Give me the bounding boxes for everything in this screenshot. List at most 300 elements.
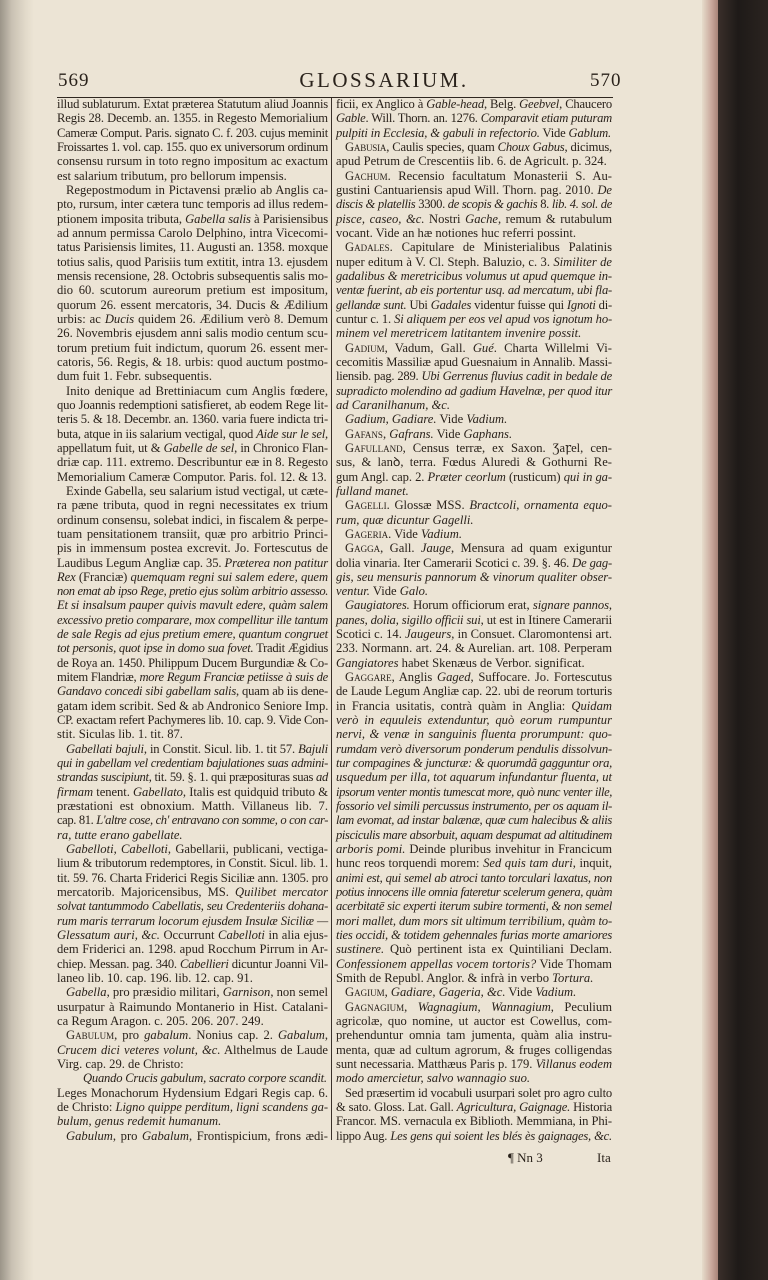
italic-text: ventæ fuerint, ab eis portentur usq. ad mercatum, ubi fla- <box>336 283 612 298</box>
italic-text: animi est, qui semel ab atroci tanto torculari laxatus, non <box>336 870 612 885</box>
roman-text: mitem Flandriæ, <box>57 670 140 685</box>
text-line <box>336 298 612 312</box>
text-line <box>57 785 328 799</box>
roman-text: vocant. Vide an hæ notiones huc referri possint. <box>336 225 576 240</box>
roman-text: dicuntur Joanni Vil- <box>228 956 328 971</box>
roman-text: Occurrunt <box>159 928 219 943</box>
roman-text: Cameræ Comput. Paris. signato C. f. 203. cujus meminit <box>57 125 328 140</box>
roman-text: mercatorib. Majoricensibus, MS. <box>57 885 235 900</box>
text-line <box>57 541 328 555</box>
italic-text: acerbitatē sic experti iterum subire tormenti, & non semel <box>336 899 612 914</box>
roman-text: Nostri <box>424 211 466 226</box>
text-line <box>57 598 328 612</box>
page-curl-shadow <box>0 0 34 1280</box>
roman-text: tenent. <box>93 784 134 799</box>
roman-text: Althelmus de Laude <box>220 1042 329 1057</box>
roman-text: Ubi <box>406 297 431 312</box>
text-line <box>57 326 328 340</box>
roman-text: . Nonius cap. 2. <box>188 1028 278 1043</box>
text-line <box>336 1071 612 1085</box>
text-line <box>336 856 612 870</box>
roman-text: , Frontispicium, frons ædi- <box>188 1128 328 1143</box>
roman-text: , Gabellarii, publicani, vectiga- <box>167 842 328 857</box>
italic-text: arboris pomi. <box>336 842 406 857</box>
text-line <box>336 498 612 512</box>
text-line <box>336 641 612 655</box>
roman-text: usurpatur à Raimundo Montanerio in Hist. Catalani- <box>57 999 328 1014</box>
text-line <box>336 684 612 698</box>
italic-text: Rex <box>57 569 76 584</box>
italic-text: Villanus eodem <box>535 1056 612 1071</box>
text-line <box>336 656 612 670</box>
roman-text: quo Joannis redemptioni satisfieret, ab eodem Rege lit- <box>57 397 328 412</box>
roman-text: , in Consuet. Claromontensi art. <box>451 627 612 642</box>
italic-text: Gabellato <box>133 784 183 799</box>
italic-text: Aide sur le sel, <box>256 426 328 441</box>
italic-text: gis, seu mensuris pannorum & vinorum qualiter obser- <box>336 569 612 584</box>
text-line <box>57 957 328 971</box>
roman-text: lium & tributorum redemptores, in Constit. Sicul. lib. 1. <box>57 856 328 871</box>
italic-text: Præterea non patitur <box>224 555 328 570</box>
text-line <box>336 928 612 942</box>
column-divider <box>331 98 332 1140</box>
italic-text: strandas suscipiunt <box>57 770 149 785</box>
text-line <box>57 670 328 684</box>
italic-text: Gabalum <box>277 1028 325 1043</box>
text-line <box>336 441 612 455</box>
text-line <box>336 226 612 240</box>
headword: Gadium <box>345 340 385 355</box>
italic-text: Gache <box>465 211 498 226</box>
roman-text: , pro <box>114 1028 145 1043</box>
italic-text: Bractcoli, ornamenta equo- <box>469 498 612 513</box>
text-line <box>57 183 328 197</box>
text-line <box>336 957 612 971</box>
text-line <box>57 427 328 441</box>
roman-text: præstationi est obnoxium. Matth. Villaneus lib. 7. <box>57 799 328 814</box>
italic-text: verò in equuleis extenduntur, quò eorum rumpuntur <box>336 713 612 728</box>
italic-text: Comparavit etiam puturam <box>480 111 612 126</box>
roman-text: gustini Cantuariensis apud Will. Thorn. pag. 2010. <box>336 182 598 197</box>
roman-text: quorum 26. essent mercatoris, 34. Ducis & Ædilium <box>57 297 328 312</box>
italic-text: rum, quæ dicuntur Gagelli. <box>336 512 474 527</box>
text-line <box>336 126 612 140</box>
roman-text: cecomitis Massiliæ apud Guesnaium in Annalib. Massi- <box>336 354 612 369</box>
text-line <box>57 398 328 412</box>
text-line <box>336 699 612 713</box>
roman-text: . Glossæ MSS. <box>386 498 470 513</box>
italic-text: Vadium. <box>421 526 462 541</box>
text-line <box>336 556 612 570</box>
text-line <box>336 312 612 326</box>
italic-text: modo amercietur, salvo wannagio suo. <box>336 1071 531 1086</box>
catchword: Ita <box>597 1150 611 1165</box>
roman-text: Froissartes 1. vol. cap. 155. quo ex universorum ordinum <box>57 139 328 154</box>
text-line <box>336 971 612 985</box>
roman-text: , <box>382 426 390 441</box>
text-line <box>57 312 328 326</box>
text-line <box>57 942 328 956</box>
roman-text: videntur fuisse qui <box>471 297 567 312</box>
italic-text: Gaphans. <box>463 426 513 441</box>
italic-text: more Regum Franciæ petiisse à suis de <box>139 670 328 685</box>
roman-text: , Census terræ, ex Saxon. Ʒaꝼel, cen- <box>402 440 612 455</box>
italic-text: ad Caranilhanum, &c. <box>336 397 451 412</box>
text-line <box>336 1114 612 1128</box>
italic-text: Geebvel <box>519 97 560 111</box>
italic-text: tot personis, quot ipse in domo sua fovet. <box>57 641 254 656</box>
roman-text: Vide <box>433 426 464 441</box>
roman-text: buta, atque in iis salarium vectigal, quod <box>57 426 257 441</box>
roman-text: habet Skenæus de Verbor. significat. <box>398 655 585 670</box>
italic-text: Ubi Gerrenus fluvius cadit in bedale de <box>421 369 612 384</box>
text-line <box>336 169 612 183</box>
italic-text: ventur. <box>336 584 370 599</box>
roman-text: ca Regum Aragon. c. 205. 206. 207. 249. <box>57 1014 264 1028</box>
text-line <box>336 527 612 541</box>
italic-text: Tortura. <box>552 971 594 986</box>
italic-text: Wagnagium, Wannagium <box>417 999 551 1014</box>
text-line <box>57 197 328 211</box>
text-line <box>336 1057 612 1071</box>
italic-text: ra, tutte erano gabellate. <box>57 827 183 842</box>
roman-text: , Peculium <box>550 999 613 1014</box>
text-line <box>336 1086 612 1100</box>
text-line <box>336 255 612 269</box>
italic-text: ties occidi, & totidem gehennales furias morte amariores <box>336 928 612 943</box>
italic-text: panes, dolia, sigillo officii sui <box>336 612 481 627</box>
italic-text: Garnison <box>222 985 271 1000</box>
roman-text: menta, quæ ad cultum agrorum, & fruges colligendas <box>336 1042 612 1057</box>
italic-text: Gaged <box>436 670 471 685</box>
page-number-left: 569 <box>58 70 90 91</box>
italic-text: Sed quis tam duri <box>483 856 573 871</box>
roman-text: totius salis, quod Parisiis tum extitit, intra 13. ejusdem <box>57 254 328 269</box>
text-line <box>336 871 612 885</box>
roman-text: dum fuit 1. Febr. subsequentis. <box>57 369 212 384</box>
italic-text: Gadium, Gadiare. <box>345 412 437 427</box>
italic-text: minem vel meretricem latitantem invenire possit. <box>336 326 582 341</box>
text-line <box>57 556 328 570</box>
roman-text: catoris, 56. Regis, & 18. urbis: quod auctum postmo- <box>57 354 328 369</box>
text-line <box>57 1071 328 1085</box>
italic-text: Gafrans. <box>389 426 434 441</box>
roman-text: Exinde Gabella, seu salarium istud vectigal, ut cæte- <box>66 483 328 498</box>
italic-text: Gangiatores <box>336 655 399 670</box>
text-line <box>57 212 328 226</box>
headword: Gageria <box>345 526 389 541</box>
roman-text: Regepostmodum in Pictavensi prælio ab Anglis ca- <box>66 182 328 197</box>
roman-text: , remum & rutabulum <box>497 211 613 226</box>
italic-text: discis & platellis <box>336 197 416 212</box>
text-line <box>57 899 328 913</box>
text-line <box>336 197 612 211</box>
text-line <box>336 398 612 412</box>
text-line <box>336 584 612 598</box>
italic-text: Gué <box>472 340 494 355</box>
italic-text: signare pannos, <box>532 598 612 613</box>
text-line <box>336 914 612 928</box>
roman-text: Horum officiorum erat, <box>409 598 533 613</box>
roman-text: , in Constit. Sicul. lib. 1. tit 57. <box>143 741 299 756</box>
italic-text: Crucem dici veteres volunt, &c. <box>57 1042 221 1057</box>
text-line <box>57 885 328 899</box>
italic-text: Gabalum <box>142 1128 189 1143</box>
text-line <box>57 971 328 985</box>
roman-text: consensu rursum in toto regno impositum ac exactum <box>57 154 328 169</box>
roman-text: dio 60. scutorum aureorum pretium est impositum, <box>57 283 328 298</box>
roman-text: Historia <box>570 1099 612 1114</box>
signature-mark: ¶ Nn 3 <box>508 1150 543 1165</box>
roman-text: tit. 59. 76. Charta Friderici Regis Siciliæ ann. 1305. pro <box>57 870 328 885</box>
italic-text: Choux Gabus <box>497 139 565 154</box>
text-line <box>336 670 612 684</box>
roman-text: urbis: ac <box>57 311 105 326</box>
text-line <box>57 713 328 727</box>
italic-text: Bajuli <box>298 741 328 756</box>
italic-text: Gabella salis <box>185 211 251 226</box>
text-line <box>57 240 328 254</box>
text-line <box>57 799 328 813</box>
roman-text: agricolæ, quo nomine, ut auctor est Cowellus, com- <box>336 1014 612 1028</box>
italic-text: non emat ab ipso Rege, pretio ejus solùm arbitrio assesso. <box>57 584 328 599</box>
text-line <box>57 269 328 283</box>
roman-text: ad annum permissa Carolo Delphino, intra Vicecomi- <box>57 225 328 240</box>
headword: Gabulum <box>66 1028 115 1043</box>
italic-text: Jaugeurs <box>405 627 452 642</box>
roman-text: Tradit Ægidius <box>253 641 329 656</box>
headword: Gadales <box>345 240 390 255</box>
italic-text: Cabelloti <box>218 928 265 943</box>
roman-text: Laudibus Legum Angliæ cap. 35. <box>57 555 225 570</box>
text-line <box>336 154 612 168</box>
italic-text: qui in ga- <box>563 469 612 484</box>
italic-text: Gadiare, Gageria, &c. <box>390 985 506 1000</box>
italic-text: potius innocens ille omnia fateretur scelerum genera, quàm <box>336 885 612 900</box>
italic-text: firmam <box>57 784 94 799</box>
roman-text: 233. Normann. art. 24. & Aurelian. art. 108. Perperam <box>336 641 612 656</box>
italic-text: Gabelloti, Cabelloti <box>66 842 168 857</box>
italic-text: Et si insalsum pauper quivis mavult edere, quàm salem <box>57 598 328 613</box>
text-line <box>336 183 612 197</box>
roman-text: (rusticum) <box>505 469 564 484</box>
italic-text: Gaugiatores. <box>345 598 410 613</box>
text-line <box>57 1043 328 1057</box>
roman-text: torum pretium fuit indictum, quorum 26. essent mer- <box>57 340 328 355</box>
text-line <box>336 111 612 125</box>
text-line <box>336 355 612 369</box>
italic-text: Les gens qui soient les blés ès gaignages, &c. <box>390 1128 612 1143</box>
roman-text: , <box>384 985 391 1000</box>
text-line <box>57 484 328 498</box>
roman-text: , pro præsidio militari, <box>106 985 223 1000</box>
italic-text: fulland manet. <box>336 483 409 498</box>
roman-text: cuntur c. 1. <box>336 311 395 326</box>
roman-text: mensis recensione, 28. Octobris subsequentis salis mo- <box>57 268 328 283</box>
text-line <box>336 598 612 612</box>
italic-text: sustinere. <box>336 942 385 957</box>
roman-text: , Anglis <box>391 670 437 685</box>
roman-text: Leges Monachorum Hydensium Edgari Regis cap. 6. <box>57 1085 328 1100</box>
headword: Gabusia <box>345 139 387 154</box>
italic-text: Gandavo concedi sibi gabellam salis <box>57 684 237 699</box>
roman-text: ra pæne tributa, quod in regni necessitates ex trium <box>57 498 328 513</box>
text-line <box>57 455 328 469</box>
roman-text: , Belg. <box>483 97 520 111</box>
text-line <box>336 369 612 383</box>
text-line <box>57 756 328 770</box>
italic-text: lam evomat, ad instar balænæ, quæ cum halecibus & aliis <box>336 813 612 828</box>
italic-text: Confessionem appellas vocem tortoris? <box>336 956 537 971</box>
italic-text: usquedum per illa, tot aquarum infundantur fluenta, ut <box>336 770 613 785</box>
roman-text: Vide <box>369 584 400 599</box>
roman-text: . Vide <box>388 526 422 541</box>
text-line <box>336 541 612 555</box>
roman-text: Regis 28. Decemb. an. 1355. in Regesto Memorialium <box>57 111 328 126</box>
roman-text: , Caulis species, quam <box>386 139 498 154</box>
text-line <box>57 1000 328 1014</box>
roman-text: cap. 81. <box>57 813 97 828</box>
italic-text: rumdam verò diversorum ponderum pendulis dissolvun- <box>336 741 612 756</box>
roman-text: pis in immensum postea excrevit. Jo. Fortescutus de <box>57 541 328 556</box>
roman-text: , quam ab iis dene- <box>236 684 328 699</box>
roman-text: hunc reos torquendi morem: <box>336 856 484 871</box>
italic-text: qui in gabellam vel credentiam bajulationes suas admini- <box>57 756 328 771</box>
text-line <box>57 770 328 784</box>
text-line <box>336 1043 612 1057</box>
italic-text: excessivo pretio comparare, mox compellitur ille tantum <box>57 612 328 627</box>
roman-text: driæ cap. 111. extremo. Describuntur eæ in 8. Regesto <box>57 455 328 470</box>
italic-text: pulpiti in Ecclesia, & gabuli in refectorio. <box>336 125 540 140</box>
italic-text: ad <box>316 770 328 785</box>
roman-text: liensib. pag. 289. <box>336 369 422 384</box>
text-line <box>336 813 612 827</box>
page-edge <box>702 0 718 1280</box>
text-line <box>57 1114 328 1128</box>
text-line <box>336 785 612 799</box>
text-line <box>336 1129 612 1143</box>
text-line <box>336 570 612 584</box>
roman-text: Vide <box>539 125 569 140</box>
italic-text: quemquam regni sui salem edere, quem <box>130 569 328 584</box>
italic-text: Quando Crucis gabulum, sacrato corpore scandit. <box>83 1071 327 1086</box>
text-line <box>336 326 612 340</box>
roman-text: , Mensura ad quam exiguntur <box>450 541 612 556</box>
italic-text: lib. 4. sol. de <box>551 197 612 212</box>
italic-text: Gabelle de sel <box>163 440 235 455</box>
text-line <box>57 154 328 168</box>
text-line <box>336 427 612 441</box>
text-line <box>336 828 612 842</box>
text-line <box>336 1100 612 1114</box>
text-line <box>57 627 328 641</box>
text-line <box>57 126 328 140</box>
text-line <box>336 470 612 484</box>
roman-text: (Franciæ) <box>75 569 131 584</box>
text-line <box>57 985 328 999</box>
text-line <box>57 570 328 584</box>
roman-text: Francor. MS. vernacula ex Biblioth. Memmiana, in Phi- <box>336 1114 612 1129</box>
headword: Gagelli <box>345 498 387 513</box>
italic-text: ipsorum venter montis tumescat more, quò nunc venter ille, <box>336 784 612 799</box>
roman-text: 26. Novembris ejusdem anni salis modio centum scu- <box>57 326 328 341</box>
roman-text: stit. Siculas lib. 1. tit. 87. <box>57 727 183 742</box>
italic-text: Quilibet mercator <box>234 885 328 900</box>
text-line <box>336 513 612 527</box>
text-line <box>57 914 328 928</box>
roman-text: laneo lib. 10. cap. 196. lib. 12. cap. 91. <box>57 971 253 986</box>
italic-text: Gable <box>336 111 366 126</box>
roman-text: de Christo: <box>57 1099 116 1114</box>
text-line <box>336 283 612 297</box>
roman-text: . Charta Willelmi Vi- <box>493 340 612 355</box>
roman-text: , ut est in Itinere Camerarii <box>480 612 612 627</box>
roman-text: Deinde pluribus invehitur in Francicum <box>405 842 613 857</box>
text-line <box>57 111 328 125</box>
italic-text: gadalibus & meretricibus volumus ut apud quemque in- <box>336 268 612 283</box>
headword: Gagnagium <box>345 999 405 1014</box>
italic-text: L'altre cose, ch' entravano con somme, o con car- <box>96 813 328 828</box>
italic-text: pisciculis mare absorbuit, aquam despumat ad altitudinem <box>336 827 612 842</box>
text-line <box>336 412 612 426</box>
headword: Gaggare <box>345 670 392 685</box>
roman-text: , <box>404 999 418 1014</box>
italic-text: Gadales <box>430 297 472 312</box>
text-line <box>57 1028 328 1042</box>
italic-text: bulum, genus redemit humanum. <box>57 1114 222 1129</box>
italic-text: rum maris terrarum locorum ejusdem Insulæ Siciliæ — <box>57 913 328 928</box>
italic-text: Gabulum <box>66 1128 113 1143</box>
roman-text: à Parisiensibus <box>250 211 329 226</box>
text-line <box>57 1086 328 1100</box>
text-line <box>336 842 612 856</box>
italic-text: Gabellati bajuli <box>66 741 144 756</box>
roman-text: . Will. Thorn. an. 1276. <box>365 111 481 126</box>
roman-text: quidem 26. Ædilium verò 8. Demum <box>134 311 329 326</box>
headword: Gachum <box>345 168 388 183</box>
text-line <box>57 513 328 527</box>
text-line <box>57 856 328 870</box>
roman-text: est salarium tributum, pro bellorum impensis. <box>57 168 287 183</box>
roman-text: prehenduntur omnia tam jumenta, quàm alia instru- <box>336 1028 612 1043</box>
roman-text: Vide Thomam <box>536 956 612 971</box>
roman-text: , Suffocare. Jo. Fortescutus <box>470 670 612 685</box>
text-line <box>57 1014 328 1028</box>
italic-text: tur compagines & juncturæ: & quorumdã gagguntur ora, <box>336 756 612 771</box>
roman-text: Vide <box>505 985 536 1000</box>
text-line <box>57 355 328 369</box>
roman-text: gatam idem scribit. Sed & ab Andronico Seniore Imp. <box>57 698 329 713</box>
text-line <box>57 584 328 598</box>
text-line <box>57 369 328 383</box>
text-line <box>336 985 612 999</box>
roman-text: Sed præsertim id vocabuli usurpari solet pro agro culto <box>345 1085 612 1100</box>
text-line <box>336 756 612 770</box>
book-cover-edge <box>718 0 768 1280</box>
roman-text: , dicimus, <box>564 139 612 154</box>
italic-text: pisce, caseo, &c. <box>336 211 425 226</box>
roman-text: in Francia usitatis, contrà quàm in Anglia: <box>336 698 572 713</box>
italic-text: De <box>597 182 612 197</box>
roman-text: , tit. 59. §. 1. qui præposituras suas <box>148 770 317 785</box>
roman-text: chiep. Messan. pag. 340. <box>57 956 180 971</box>
text-line <box>336 240 612 254</box>
italic-text: de scopis & gachis <box>447 197 538 212</box>
headword: Gafulland <box>345 440 403 455</box>
headword: Gafans <box>345 426 383 441</box>
italic-text: Jauge <box>420 541 451 556</box>
roman-text: appellatum fuit, ut & <box>57 440 164 455</box>
